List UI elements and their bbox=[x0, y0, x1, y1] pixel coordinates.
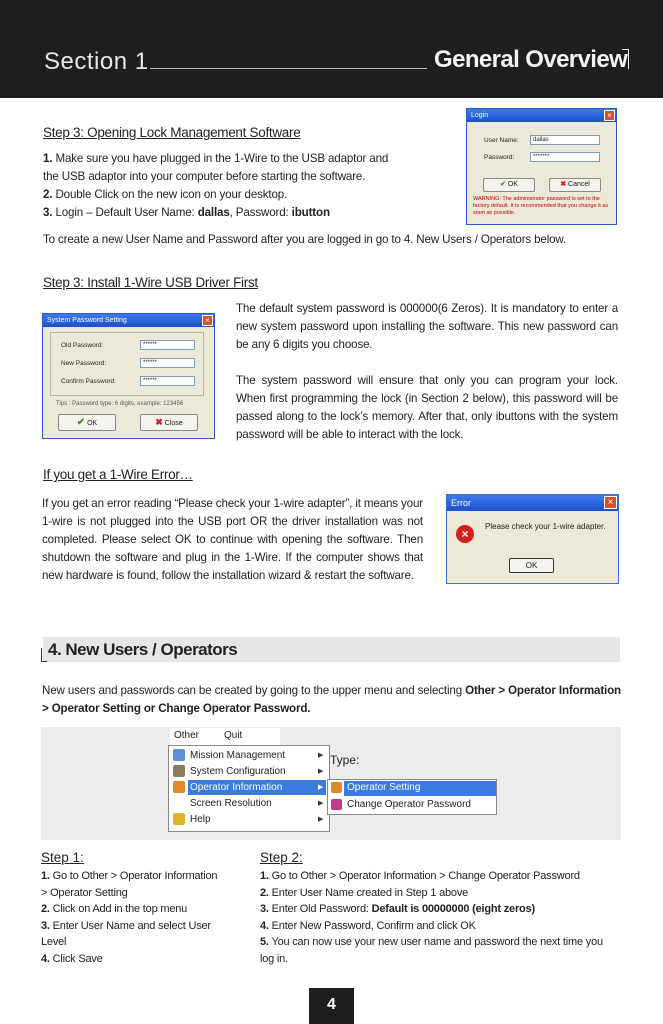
password-label: Password: bbox=[484, 154, 515, 161]
step3-driver-heading: Step 3: Install 1-Wire USB Driver First bbox=[43, 275, 258, 290]
menu-item-screen-resolution[interactable]: Screen Resolution bbox=[190, 798, 272, 809]
list-item: 2. Enter User Name created in Step 1 above bbox=[260, 886, 469, 899]
error-ok-button[interactable]: OK bbox=[509, 558, 554, 573]
menu-item-mission-management[interactable]: Mission Management bbox=[190, 750, 286, 761]
chevron-right-icon: ▶ bbox=[318, 784, 324, 791]
login-dialog-titlebar: Login × bbox=[467, 109, 616, 122]
title-corner-mark bbox=[622, 49, 629, 69]
confirm-password-field[interactable]: ****** bbox=[140, 376, 195, 386]
chevron-right-icon: ▶ bbox=[318, 768, 324, 775]
list-item: the USB adaptor into your computer before starting the software. bbox=[43, 170, 366, 183]
new-password-label: New Password: bbox=[61, 360, 107, 367]
list-item: 1. Go to Other > Operator Information > Change Operator Password bbox=[260, 870, 580, 882]
list-item: 3. Login – Default User Name: dallas, Password: ibutton bbox=[43, 206, 330, 219]
error-para: If you get an error reading “Please check your 1-wire adapter”, it means your 1-wire is not plugged into the USB port OR the driver installation was not completed. Please select OK to continue with opening the software. Then shutdown the software and plug in the 1-Wire. If the computer shows that new hardware is found, follow the installation wizard & restart the software. bbox=[42, 497, 423, 582]
step2-heading: Step 2: bbox=[260, 850, 303, 865]
ok-button[interactable]: ✔ OK bbox=[483, 178, 535, 192]
close-icon[interactable]: × bbox=[202, 315, 213, 326]
checkmark-icon: ✔ bbox=[500, 181, 506, 188]
step1-list bbox=[41, 868, 241, 968]
header-divider bbox=[150, 68, 427, 69]
cancel-icon: ✖ bbox=[155, 417, 163, 427]
system-password-titlebar: System Password Setting × bbox=[43, 314, 214, 327]
error-icon: × bbox=[456, 525, 474, 543]
step1-heading: Step 1: bbox=[41, 850, 84, 865]
confirm-password-label: Confirm Password: bbox=[61, 378, 116, 385]
password-field[interactable]: ******* bbox=[530, 152, 600, 162]
menu-other[interactable]: Other bbox=[174, 730, 200, 741]
list-item: 4. Enter New Password, Confirm and click OK bbox=[260, 919, 476, 932]
section-label: Section 1 bbox=[44, 48, 149, 75]
list-item: 1. Go to Other > Operator Information bbox=[41, 870, 218, 882]
step3-opening-heading: Step 3: Opening Lock Management Software bbox=[43, 125, 301, 140]
list-item: 3. Enter User Name and select User bbox=[41, 919, 211, 932]
close-icon[interactable]: × bbox=[604, 110, 615, 121]
operator-icon bbox=[173, 781, 185, 793]
driver-para-1: The default system password is 000000(6 Zeros). It is mandatory to enter a new system password upon installing the software. This new password can be any 6 digits you choose. bbox=[236, 302, 618, 351]
menu-item-operator-information[interactable]: Operator Information bbox=[190, 782, 283, 793]
close-icon[interactable]: × bbox=[604, 496, 617, 509]
ok-button[interactable]: ✔ OK bbox=[58, 414, 116, 431]
chevron-right-icon: ▶ bbox=[318, 800, 324, 807]
chevron-right-icon: ▶ bbox=[318, 752, 324, 759]
step3-opening-list bbox=[43, 150, 443, 222]
list-item: 2. Click on Add in the top menu bbox=[41, 903, 188, 916]
menu-bar bbox=[170, 728, 280, 745]
configuration-icon bbox=[173, 765, 185, 777]
checkmark-icon: ✔ bbox=[76, 417, 86, 428]
error-heading: If you get a 1-Wire Error… bbox=[43, 467, 193, 482]
list-item: 2. Double Click on the new icon on your desktop. bbox=[43, 188, 288, 201]
operator-setting-icon bbox=[331, 782, 342, 793]
change-password-icon bbox=[331, 799, 342, 810]
help-icon bbox=[173, 813, 185, 825]
user-name-label: User Name: bbox=[484, 137, 519, 144]
mission-icon bbox=[173, 749, 185, 761]
driver-para-2: The system password will ensure that only you can program your lock. When first programming the lock (in Section 2 below), this password will be passed along to the lock’s memory. After that, only ibuttons with the system password will be able to interact with the lock. bbox=[236, 374, 618, 441]
menu-quit[interactable]: Quit bbox=[224, 730, 243, 741]
menu-item-help[interactable]: Help bbox=[190, 814, 211, 825]
warning-text: WARNING: The administrator password is set to the factory default. It is recommended that you change it as soon as possible. bbox=[473, 196, 609, 216]
page-number: 4 bbox=[309, 988, 354, 1024]
submenu-change-operator-password[interactable]: Change Operator Password bbox=[347, 799, 471, 810]
list-item: 3. Enter Old Password: Default is 00000000 (eight zeros) bbox=[260, 903, 535, 916]
section4-corner-mark bbox=[41, 648, 47, 662]
cancel-icon: ✖ bbox=[560, 181, 567, 188]
list-item: 5. You can now use your new user name and password the next time you bbox=[260, 936, 603, 949]
close-button[interactable]: ✖ Close bbox=[140, 414, 198, 431]
error-dialog-titlebar: Error × bbox=[447, 495, 618, 511]
new-password-field[interactable]: ****** bbox=[140, 358, 195, 368]
user-name-field[interactable]: dallas bbox=[530, 135, 600, 145]
password-tips: Tips : Password type: 6 digits, example: 123456 bbox=[56, 401, 184, 407]
list-item: 1. Make sure you have plugged in the 1-Wire to the USB adaptor and bbox=[43, 152, 389, 165]
list-item: > Operator Setting bbox=[41, 886, 128, 899]
type-label: Type: bbox=[330, 753, 360, 767]
list-item: log in. bbox=[260, 952, 288, 965]
submenu-operator-setting[interactable]: Operator Setting bbox=[347, 782, 421, 793]
old-password-label: Old Password: bbox=[61, 342, 104, 349]
old-password-field[interactable]: ****** bbox=[140, 340, 195, 350]
list-item: Level bbox=[41, 936, 67, 949]
list-item: 4. Click Save bbox=[41, 952, 103, 965]
chevron-right-icon: ▶ bbox=[318, 816, 324, 823]
section4-title: 4. New Users / Operators bbox=[48, 640, 238, 659]
section4-intro: New users and passwords can be created by going to the upper menu and selecting Other > Operator Information > Operator Setting or Change Operator Password. bbox=[42, 684, 621, 715]
menu-item-system-configuration[interactable]: System Configuration bbox=[190, 766, 286, 777]
page-title: General Overview bbox=[434, 46, 628, 73]
login-note: To create a new User Name and Password after you are logged in go to 4. New Users / Operators below. bbox=[43, 233, 567, 246]
error-message: Please check your 1-wire adapter. bbox=[485, 522, 606, 531]
cancel-button[interactable]: ✖ Cancel bbox=[549, 178, 601, 192]
step2-list bbox=[260, 868, 625, 968]
